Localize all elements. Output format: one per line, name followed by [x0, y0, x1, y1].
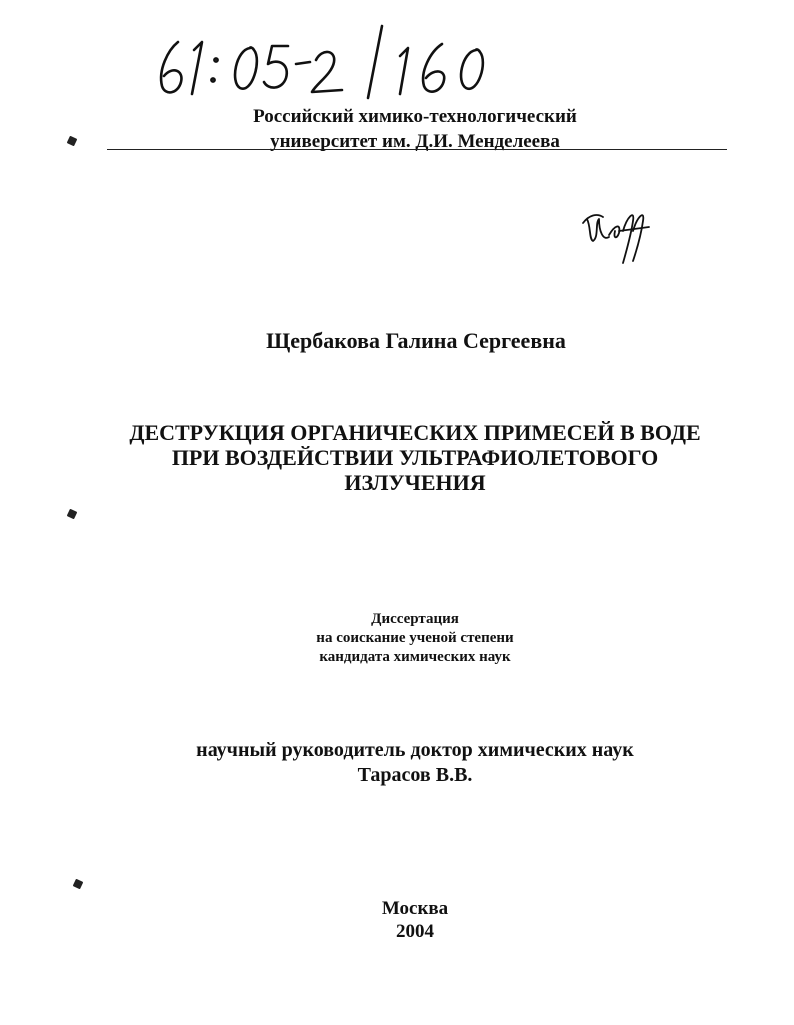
- handwritten-code-drawing: [150, 20, 510, 100]
- year: 2004: [396, 921, 434, 942]
- city: Москва: [381, 898, 449, 919]
- title-line-2: ПРИ ВОЗДЕЙСТВИИ УЛЬТРАФИОЛЕТОВОГО: [171, 445, 659, 470]
- supervisor-name: Тарасов В.В.: [357, 764, 473, 786]
- dissertation-degree-line: на соискание ученой степени: [316, 630, 514, 646]
- organization-block: [100, 104, 730, 154]
- handwritten-archive-code: [150, 20, 510, 100]
- dissertation-title: [90, 420, 740, 495]
- organization-underline: [107, 149, 727, 150]
- title-line-1: ДЕСТРУКЦИЯ ОРГАНИЧЕСКИХ ПРИМЕСЕЙ В ВОДЕ: [129, 420, 701, 445]
- organization-line-2: университет им. Д.И. Менделеева: [270, 131, 560, 152]
- supervisor-block: [110, 738, 720, 788]
- scan-mark: [67, 136, 78, 147]
- supervisor-title: научный руководитель доктор химических наук: [196, 739, 634, 761]
- scan-mark: [73, 879, 84, 890]
- author-name: Щербакова Галина Сергеевна: [266, 328, 566, 353]
- organization-line-1: Российский химико-технологический: [253, 106, 577, 127]
- handwritten-signature: [575, 205, 665, 265]
- place-and-year: [300, 897, 530, 943]
- scan-mark: [67, 509, 78, 520]
- dissertation-field-line: кандидата химических наук: [319, 649, 511, 665]
- dissertation-heading: Диссертация: [371, 611, 459, 627]
- signature-drawing: [575, 205, 665, 265]
- dissertation-info: [200, 610, 630, 667]
- title-line-3: ИЗЛУЧЕНИЯ: [344, 470, 486, 495]
